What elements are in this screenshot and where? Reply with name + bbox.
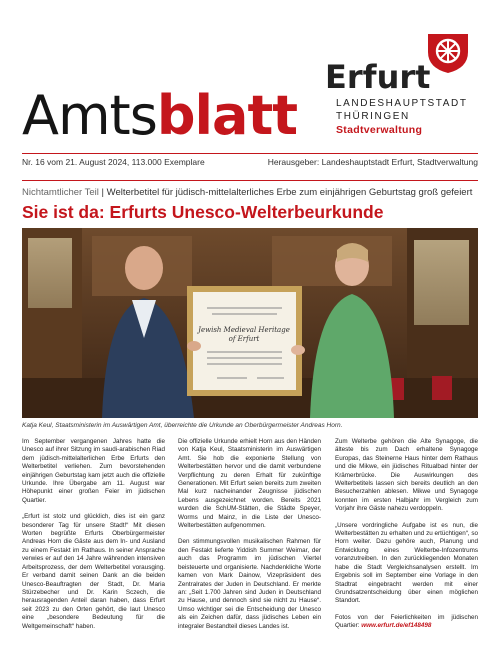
col1-paragraph-2: „Erfurt ist stolz und glücklich, dies ist ein ganz besonderer Tag für unsere Stadt!“ Mit diesen Worten begrüßte Erfurts Oberbürgermeister Andreas Horn die Gäste aus dem In- und Ausland zu einem Festakt im Rathaus. In seiner Ansprache verwies er auf den 14 Jahre währenden intensiven Arbeitsprozess, der dem Welterbetitel vorausging. Er verband damit seinen Dank an die beiden Unesco-Beauftragten der Stadt, Dr. Maria Stürzebecher und Dr. Karin Sczech, die herausragenden Anteil daran haben, dass Erfurt seit 2023 zu den Orten gehört, die laut Unesco eine „besondere Bedeutung für die Weltgemeinschaft“ haben. bbox=[22, 513, 165, 630]
col3-paragraph-2: „Unsere vordringliche Aufgabe ist es nun, die Welterbestätten zu erhalten und zu ertüchtigen“, so Horn weiter. Dazu gehöre auch, Planung und Entwicklung eines Welterbe-Infozentrums voranzutreiben. In den zurückliegenden Monaten habe die Stadt Vergleichsanalysen erstellt. Im Ergebnis soll im September eine Vorlage in den Stadtrat eingebracht werden mit einer Grundsatzentscheidung über einen möglichen Standort. bbox=[335, 521, 478, 605]
article-column-2 bbox=[178, 438, 321, 639]
col3-photos-note bbox=[335, 614, 478, 631]
erfurt-wheel-icon bbox=[426, 32, 470, 74]
masthead-title bbox=[22, 84, 298, 147]
col3-paragraph-1: Zum Welterbe gehören die Alte Synagoge, die älteste bis zum Dach erhaltene Synagoge Europas, das Steinerne Haus hinter dem Rathaus und die Mikwe, ein jüdisches Ritualbad hinter der Krämerbrücke. Die Auswirkungen des Welterbetitels lassen sich bereits deutlich an den Besucherzahlen ablesen. Mikwe und Synagoge konnten im ersten Halbjahr im Vergleich zum Vorjahr ihre Gäste nahezu verdoppeln. bbox=[335, 438, 478, 513]
rule-bottom bbox=[22, 180, 478, 181]
brand-erfurt: Erfurt bbox=[325, 58, 431, 96]
article-category: Nichtamtlicher Teil bbox=[22, 187, 99, 198]
col1-paragraph-1: Im September vergangenen Jahres hatte die Unesco auf ihrer Sitzung im saudi-arabischen Riad dem jüdisch-mittelalterlichen Erbe Erfurts den Welterbetitel verliehen. Zum bevorstehenden einjährigen Geburtstag kam jetzt auch die offizielle Urkunde. Ihre Übergabe am 11. August war Höhepunkt einer großen Feier im jüdischen Quartier. bbox=[22, 438, 165, 504]
photos-link[interactable]: www.erfurt.de/ef148498 bbox=[361, 622, 432, 630]
col2-paragraph-2: Den stimmungsvollen musikalischen Rahmen für den Festakt lieferte Yiddish Summer Weimar, der auch das Programm im jüdischen Viertel beisteuerte und organisierte. Nachdenkliche Worte kamen von Mark Dainow, Vizepräsident des Zentralrates der Juden in Deutschland. Er merkte an: „Seit 1.700 Jahren sind Juden in Deutschland zu Hause, und dennoch sind sie nicht zu Hause“. Umso wichtiger sei die Entscheidung der Unesco als ein Zeichen dafür, dass jüdisches Leben ein integraler Bestandteil dieses Landes ist. bbox=[178, 538, 321, 630]
publisher: Herausgeber: Landeshauptstadt Erfurt, Stadtverwaltung bbox=[267, 157, 478, 167]
photo-caption: Katja Keul, Staatsministerin im Auswärtigen Amt, überreichte die Urkunde an Oberbürgermeister Andreas Horn. bbox=[22, 422, 343, 429]
brand-line-2: THÜRINGEN bbox=[336, 111, 410, 122]
article-column-3 bbox=[335, 438, 478, 639]
article-column-1 bbox=[22, 438, 165, 639]
kicker-text: Welterbetitel für jüdisch-mittelalterliches Erbe zum einjährigen Geburtstag groß gefeiert bbox=[106, 187, 473, 198]
article-photo bbox=[22, 228, 478, 418]
brand-line-1: LANDESHAUPTSTADT bbox=[336, 98, 468, 109]
article-kicker bbox=[22, 187, 472, 198]
issue-info: Nr. 16 vom 21. August 2024, 113.000 Exemplare bbox=[22, 157, 205, 167]
rule-top bbox=[22, 153, 478, 154]
kicker-separator: | bbox=[98, 187, 107, 198]
col2-paragraph-1: Die offizielle Urkunde erhielt Horn aus den Händen von Katja Keul, Staatsministerin im Auswärtigen Amt. Sie hob die exponierte Stellung von Welterbestätten hervor und die damit verbundene Verpflichtung zu deren Erhalt für zukünftige Generationen. Mit Erfurt seien bereits zum zweiten Mal kurz nacheinander Zeugnisse jüdischen Lebens ausgezeichnet worden. Bereits 2021 wurden die SchUM-Stätten, die Städte Speyer, Worms und Mainz, in die Liste der Unesco-Welterbestätten aufgenommen. bbox=[178, 438, 321, 530]
masthead-title-part2: blatt bbox=[156, 84, 298, 147]
brand-line-3: Stadtverwaltung bbox=[336, 124, 423, 136]
certificate-line-2: of Erfurt bbox=[228, 335, 260, 343]
article-headline: Sie ist da: Erfurts Unesco-Welterbeurkunde bbox=[22, 202, 384, 222]
certificate-line-1: Jewish Medieval Heritage bbox=[198, 326, 290, 334]
photos-note-text: Fotos von der Feierlichkeiten im jüdischen Quartier: bbox=[335, 613, 478, 630]
masthead-title-part1: Amts bbox=[22, 84, 157, 147]
